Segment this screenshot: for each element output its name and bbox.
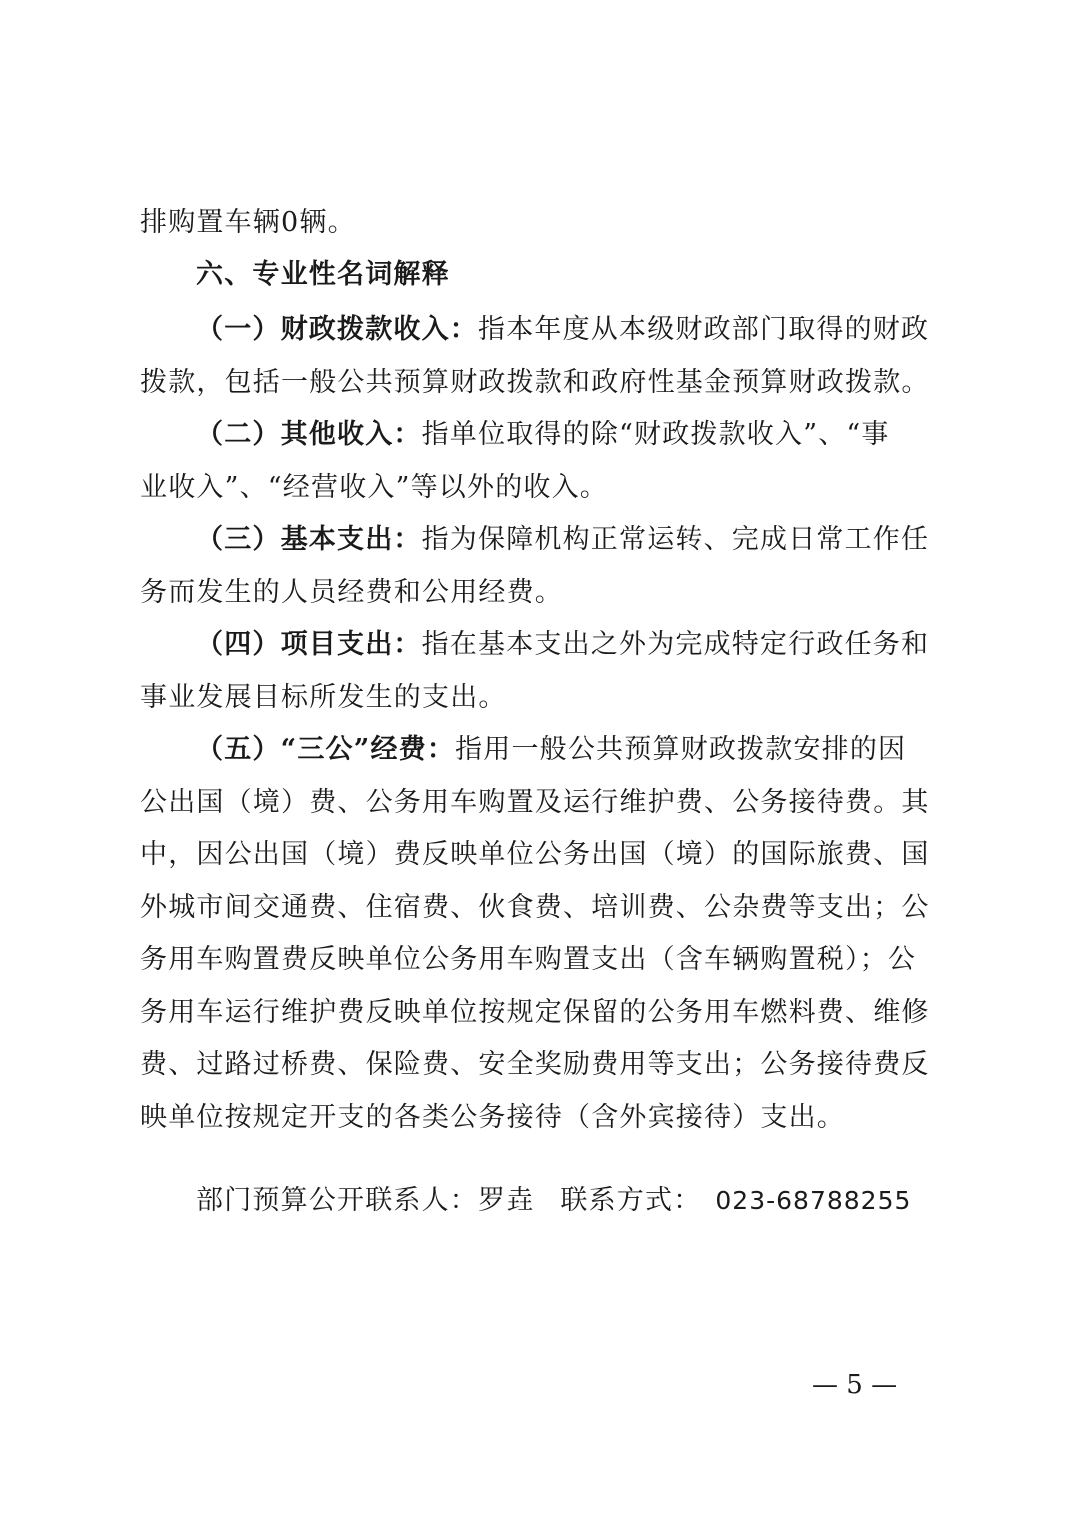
definition-label: （一）财政拨款收入： [196, 314, 478, 345]
contact-person: 部门预算公开联系人：罗垚 [196, 1185, 535, 1216]
definition-text: 公出国（境）费、公务用车购置及运行维护费、公务接待费。其 [140, 786, 930, 818]
section-heading: 六、专业性名词解释 [196, 259, 450, 290]
definition-item-2 [140, 409, 935, 514]
definition-text: 中，因公出国（境）费反映单位公务出国（境）的国际旅费、国 [140, 839, 930, 870]
contact-line [196, 1178, 911, 1217]
definition-label: （四）项目支出： [196, 629, 422, 660]
page-number: — 5 — [812, 1370, 898, 1400]
definition-text: 务而发生的人员经费和公用经费。 [140, 576, 563, 608]
definition-label: （三）基本支出： [196, 524, 422, 555]
definition-text: 指为保障机构正常运转、完成日常工作任 [421, 524, 930, 555]
contact-phone: 023-68788255 [715, 1186, 912, 1215]
definition-text: 指用一般公共预算财政拨款安排的因 [455, 734, 907, 765]
definition-item-5 [140, 724, 935, 1144]
definition-text: 务用车购置费反映单位公务用车购置支出（含车辆购置税）；公 [140, 944, 917, 975]
definition-item-3 [140, 514, 935, 619]
definition-item-4 [140, 619, 935, 724]
definition-item-1 [140, 304, 935, 409]
definition-text: 务用车运行维护费反映单位按规定保留的公务用车燃料费、维修 [140, 996, 930, 1028]
definition-text: 指单位取得的除“财政拨款收入”、“事 [421, 419, 890, 450]
definition-text: 拨款，包括一般公共预算财政拨款和政府性基金预算财政拨款。 [140, 366, 930, 398]
intro-line: 排购置车辆0辆。 [140, 207, 356, 238]
definition-text: 指本年度从本级财政部门取得的财政 [478, 314, 930, 345]
definition-text: 外城市间交通费、住宿费、伙食费、培训费、公杂费等支出；公 [140, 891, 930, 923]
definition-label: （五）“三公”经费： [196, 734, 456, 765]
definition-text: 费、过路过桥费、保险费、安全奖励费用等支出；公务接待费反 [140, 1049, 930, 1080]
definition-text: 业收入”、“经营收入”等以外的收入。 [140, 471, 609, 503]
definition-text: 事业发展目标所发生的支出。 [140, 681, 507, 713]
definition-text: 映单位按规定开支的各类公务接待（含外宾接待）支出。 [140, 1101, 845, 1133]
definition-text: 指在基本支出之外为完成特定行政任务和 [421, 629, 930, 660]
definition-label: （二）其他收入： [196, 419, 422, 450]
contact-method-label: 联系方式： [560, 1185, 702, 1216]
